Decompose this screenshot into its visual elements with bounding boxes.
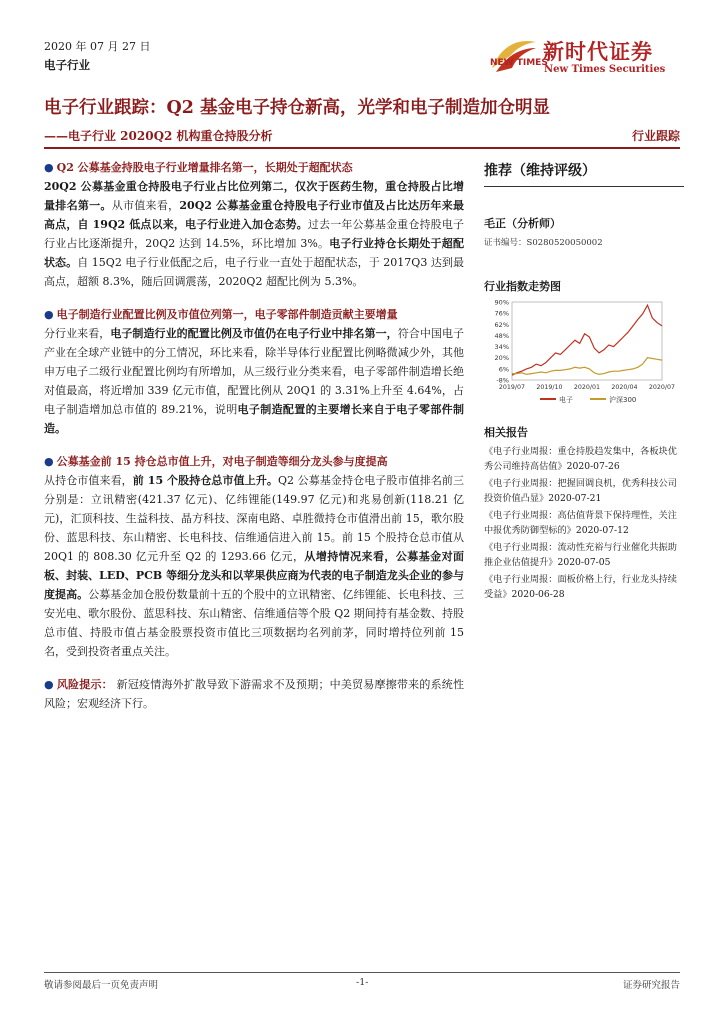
- logo-mark-text: NEW TIMES: [490, 58, 548, 68]
- sidebar-divider: [484, 186, 684, 187]
- bullet-icon: ●: [44, 308, 54, 321]
- section-lead-1: [44, 305, 464, 324]
- y-tick-label: -8%: [496, 376, 509, 385]
- section-body-2: [44, 471, 464, 661]
- main-column: [44, 158, 464, 713]
- page-number: -1-: [356, 977, 369, 988]
- section-text-run: 电子行业持仓长期处于超配状态。: [44, 237, 464, 269]
- section-text-run: 电子制造行业的配置比例及市值仍在电子行业中排名第一，: [110, 327, 398, 340]
- section-lead-text: 风险提示：: [56, 678, 113, 691]
- section-lead-text: 公募基金前 15 持仓总市值上升，对电子制造等细分龙头参与度提高: [56, 455, 388, 468]
- related-report-link[interactable]: 《电子行业周报：流动性充裕与行业催化共振助推企业估值提升》2020-07-05: [484, 542, 677, 568]
- brand-name-cn: 新时代证券: [543, 39, 653, 64]
- related-reports-title: 相关报告: [484, 426, 528, 439]
- x-tick-label: 2019/07: [498, 384, 526, 391]
- section-text-run: 新冠疫情海外扩散导致下游需求不及预期；中美贸易摩擦带来的系统性风险；宏观经济下行。: [44, 678, 465, 710]
- section-text-run: 前 15 个股持仓总市值上升。: [132, 474, 279, 487]
- section-text-run: 电子制造配置的主要增长来自于电子零部件制造。: [44, 403, 464, 435]
- x-tick-label: 2020/01: [573, 384, 601, 391]
- x-tick-label: 2020/04: [611, 384, 638, 391]
- related-report-link[interactable]: 《电子行业周报：高估值背景下保持理性，关注中报优秀防御型标的》2020-07-12: [484, 510, 677, 536]
- brand-logo: [486, 34, 686, 80]
- section-text-run: 20Q2 公募基金重仓持股电子行业占比位列第二，仅次于医药生物，重仓持股占比增量排名第一。: [44, 180, 464, 212]
- analyst-name: 毛正（分析师）: [484, 217, 561, 230]
- section-text-run: 从市值来看，: [111, 199, 180, 212]
- section-text-run: 符合中国电子产业在全球产业链中的分工情况，环比来看，除半导体行业配置比例略微减少外，其他申万电子二级行业配置比例均有所增加，从三级行业分类来看，电子零部件制造增长绝对值最高，将近增加 339 亿元市值，配置比例从 20Q1 的 3.31%上升至 4.64%，占电子制造增加总市值的 89.21%，说明: [44, 327, 465, 416]
- section-lead-text: Q2 公募基金持股电子行业增量排名第一，长期处于超配状态: [56, 161, 353, 174]
- footer-disclaimer: 敬请参阅最后一页免责声明: [44, 980, 159, 991]
- section-text-run: 公募基金加仓股份数量前十五的个股中的立讯精密、亿纬锂能、长电科技、三安光电、歌尔股份、蓝思科技、东山精密、信维通信等个股 Q2 期间持有基金数、持股总市值、持股市值占基金股票投资市值比三项数据均名列前茅，同时增持位列前 15 名，受到投资者重点关注。: [44, 588, 464, 658]
- section-body-0: [44, 177, 464, 291]
- brand-name-en: New Times Securities: [544, 64, 666, 75]
- section-lead-text: 电子制造行业配置比例及市值位列第一，电子零部件制造贡献主要增量: [56, 308, 398, 321]
- section-text-run: 过去一年公募基金重仓持股电子行业占比逐渐提升，20Q2 达到 14.5%，环比增加 3%。: [44, 218, 465, 250]
- report-subtitle: ——电子行业 2020Q2 机构重仓持股分析: [44, 129, 273, 143]
- sidebar: [484, 158, 684, 604]
- section-text-run: Q2 公募基金持仓电子股市值排名前三分别是：立讯精密(421.37 亿元)、亿纬锂能(149.97 亿元)和兆易创新(118.21 亿元)，汇顶科技、生益科技、晶方科技、深南电路、卓胜微持仓市值滑出前 15，歌尔股份、蓝思科技、东山精密、长电科技、信维通信进入前 15。前 15 个股持仓总市值从 20Q1 的 808.30 亿元升至 Q2 的 1293.66 亿元，: [44, 474, 465, 563]
- x-tick-label: 2019/10: [536, 384, 563, 391]
- chart-title: 行业指数走势图: [484, 280, 561, 293]
- section-text-run: 20Q2 公募基金重仓持股电子行业市值及占比达历年来最高点，自 19Q2 低点以来，电子行业进入加仓态势。: [44, 199, 465, 231]
- section-lead-2: [44, 452, 464, 471]
- report-title: 电子行业跟踪：Q2 基金电子持仓新高，光学和电子制造加仓明显: [44, 98, 551, 118]
- section-text-run: 从增持情况来看，公募基金对面板、封装、LED、PCB 等细分龙头和以苹果供应商为代表的电子制造龙头企业的参与度提高。: [44, 550, 465, 601]
- logo-mark-icon: [486, 34, 548, 80]
- related-report-link[interactable]: 《电子行业周报：面板价格上行，行业龙头持续受益》2020-06-28: [484, 574, 677, 600]
- related-report-link[interactable]: 《电子行业周报：重仓持股趋发集中，各板块优秀公司维持高估值》2020-07-26: [484, 446, 677, 472]
- analyst-cert: 证书编号：S0280520050002: [484, 238, 603, 248]
- industry-label: 电子行业: [44, 58, 90, 72]
- series-line-1: [512, 358, 662, 375]
- legend-label: 电子: [559, 396, 573, 404]
- bullet-icon: ●: [44, 455, 54, 468]
- footer-divider: [44, 972, 680, 973]
- y-tick-label: 6%: [498, 365, 509, 374]
- bullet-icon: ●: [44, 678, 54, 691]
- y-tick-label: 20%: [494, 354, 509, 363]
- y-tick-label: 90%: [494, 298, 509, 307]
- y-tick-label: 34%: [494, 343, 509, 352]
- report-date: 2020 年 07 月 27 日: [44, 40, 151, 53]
- y-tick-label: 76%: [494, 309, 509, 318]
- footer-report-label: 证券研究报告: [622, 980, 680, 991]
- y-tick-label: 48%: [494, 331, 509, 340]
- section-text-run: 从持仓市值来看，: [44, 474, 133, 487]
- section-body-1: [44, 324, 464, 438]
- x-tick-label: 2020/07: [648, 384, 676, 391]
- report-type: 行业跟踪: [631, 129, 680, 143]
- rating: 推荐（维持评级）: [484, 163, 596, 179]
- related-report-link[interactable]: 《电子行业周报：把握回调良机，优秀科技公司投资价值凸显》2020-07-21: [484, 478, 677, 504]
- section-lead-3: [44, 675, 464, 713]
- bullet-icon: ●: [44, 161, 54, 174]
- section-text-run: 分行业来看，: [44, 327, 111, 340]
- related-reports-list: [484, 444, 684, 602]
- title-divider: [44, 147, 680, 149]
- index-trend-chart: [484, 294, 684, 406]
- section-text-run: 自 15Q2 电子行业低配之后，电子行业一直处于超配状态，于 2017Q3 达到最高点，超额 8.3%，随后回调震荡，2020Q2 超配比例为 5.3%。: [44, 256, 465, 288]
- series-line-0: [512, 305, 662, 375]
- section-lead-0: [44, 158, 464, 177]
- legend-label: 沪深300: [609, 396, 637, 404]
- y-tick-label: 62%: [494, 320, 509, 329]
